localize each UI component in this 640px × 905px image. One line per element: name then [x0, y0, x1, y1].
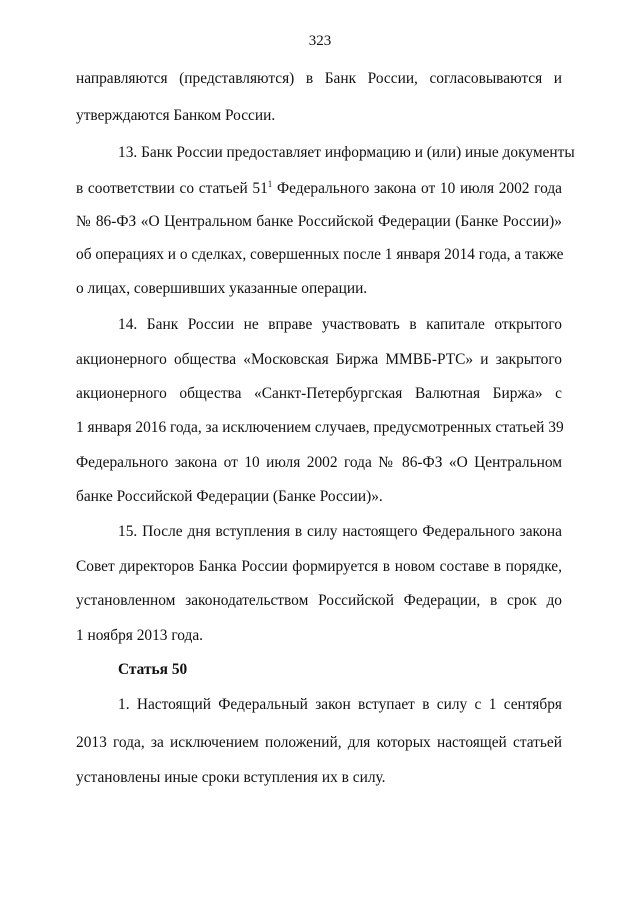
article-50-paragraph-1-line: 1. Настоящий Федеральный закон вступает в силу с 1 сентября	[118, 696, 562, 713]
text-line: Федерального закона от 10 июля 2002 года № 86-ФЗ «О Центральном	[76, 454, 562, 471]
text-line	[76, 179, 562, 199]
paragraph-13-line: 13. Банк России предоставляет информацию и (или) иные документы	[118, 144, 575, 161]
text-line: установленном законодательством Российской Федерации, в срок до	[76, 592, 562, 609]
article-heading: Статья 50	[118, 661, 188, 678]
text-line: об операциях и о сделках, совершенных после 1 января 2014 года, а также	[76, 246, 564, 263]
text-line: акционерного общества «Санкт-Петербургская Валютная Биржа» с	[76, 385, 562, 402]
text-fragment: в соответствии со статьей 51	[76, 180, 268, 197]
text-line: № 86-ФЗ «О Центральном банке Российской Федерации (Банке России)»	[76, 213, 562, 230]
text-line: направляются (представляются) в Банк России, согласовываются и	[76, 70, 562, 87]
text-line: о лицах, совершивших указанные операции.	[76, 280, 368, 297]
page-number: 323	[308, 33, 332, 49]
paragraph-14-line: 14. Банк России не вправе участвовать в капитале открытого	[118, 316, 562, 333]
paragraph-15-line: 15. После дня вступления в силу настоящего Федерального закона	[118, 523, 562, 540]
text-line: Совет директоров Банка России формируется в новом составе в порядке,	[76, 558, 562, 575]
text-line: акционерного общества «Московская Биржа ММВБ-РТС» и закрытого	[76, 351, 562, 368]
text-line: установлены иные сроки вступления их в силу.	[76, 769, 386, 786]
text-line: 1 ноября 2013 года.	[76, 627, 204, 644]
text-line: 1 января 2016 года, за исключением случаев, предусмотренных статьей 39	[76, 419, 564, 436]
text-line: банке Российской Федерации (Банке России)».	[76, 488, 383, 505]
text-line: 2013 года, за исключением положений, для которых настоящей статьей	[76, 734, 562, 751]
text-line: утверждаются Банком России.	[76, 107, 276, 124]
superscript: 1	[267, 179, 273, 189]
text-fragment: Федерального закона от 10 июля 2002 года	[272, 180, 563, 197]
